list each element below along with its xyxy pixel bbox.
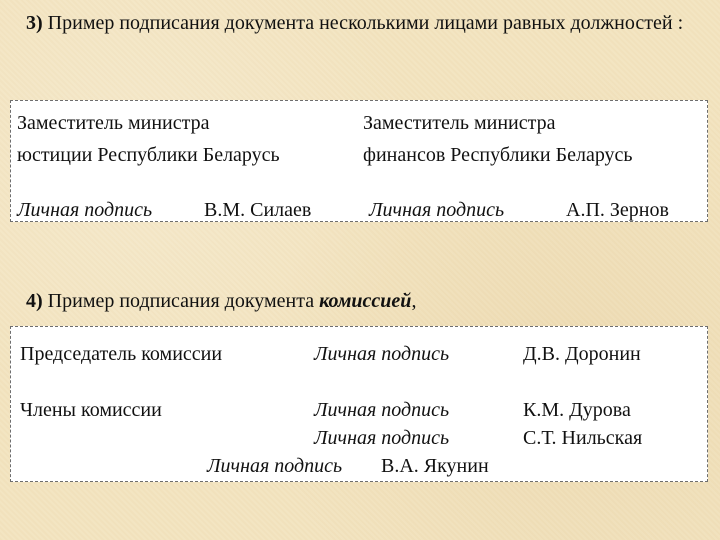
section-4-text-after: ,: [411, 290, 417, 312]
member-3-signature: Личная подпись: [207, 455, 343, 477]
right-signature: Личная подпись: [369, 199, 505, 221]
member-1-name: К.М. Дурова: [523, 399, 631, 421]
member-2-signature: Личная подпись: [314, 427, 450, 449]
section-3-text: Пример подписания документа несколькими лицами равных должностей :: [42, 12, 684, 34]
section-3-number: 3): [26, 12, 43, 34]
commission-signature-block: [10, 326, 708, 482]
section-4-text: Пример подписания документа: [42, 290, 320, 312]
left-signer-name: В.М. Силаев: [204, 199, 312, 221]
chair-signature: Личная подпись: [314, 343, 450, 365]
left-signature: Личная подпись: [17, 199, 153, 221]
equal-positions-signature-block: [10, 100, 708, 222]
left-position-line2: юстиции Республики Беларусь: [17, 144, 280, 166]
right-position-line2: финансов Республики Беларусь: [363, 144, 633, 166]
section-4-number: 4): [26, 290, 43, 312]
left-position-line1: Заместитель министра: [17, 112, 210, 134]
member-3-name: В.А. Якунин: [381, 455, 489, 477]
member-1-signature: Личная подпись: [314, 399, 450, 421]
members-label: Члены комиссии: [20, 399, 162, 421]
chair-label: Председатель комиссии: [20, 343, 223, 365]
right-signer-name: А.П. Зернов: [566, 199, 669, 221]
section-4-accent: комиссией: [319, 290, 412, 312]
section-3-heading: [26, 8, 696, 39]
section-4-heading: [26, 286, 696, 317]
chair-name: Д.В. Доронин: [523, 343, 641, 365]
member-2-name: С.Т. Нильская: [523, 427, 643, 449]
right-position-line1: Заместитель министра: [363, 112, 556, 134]
